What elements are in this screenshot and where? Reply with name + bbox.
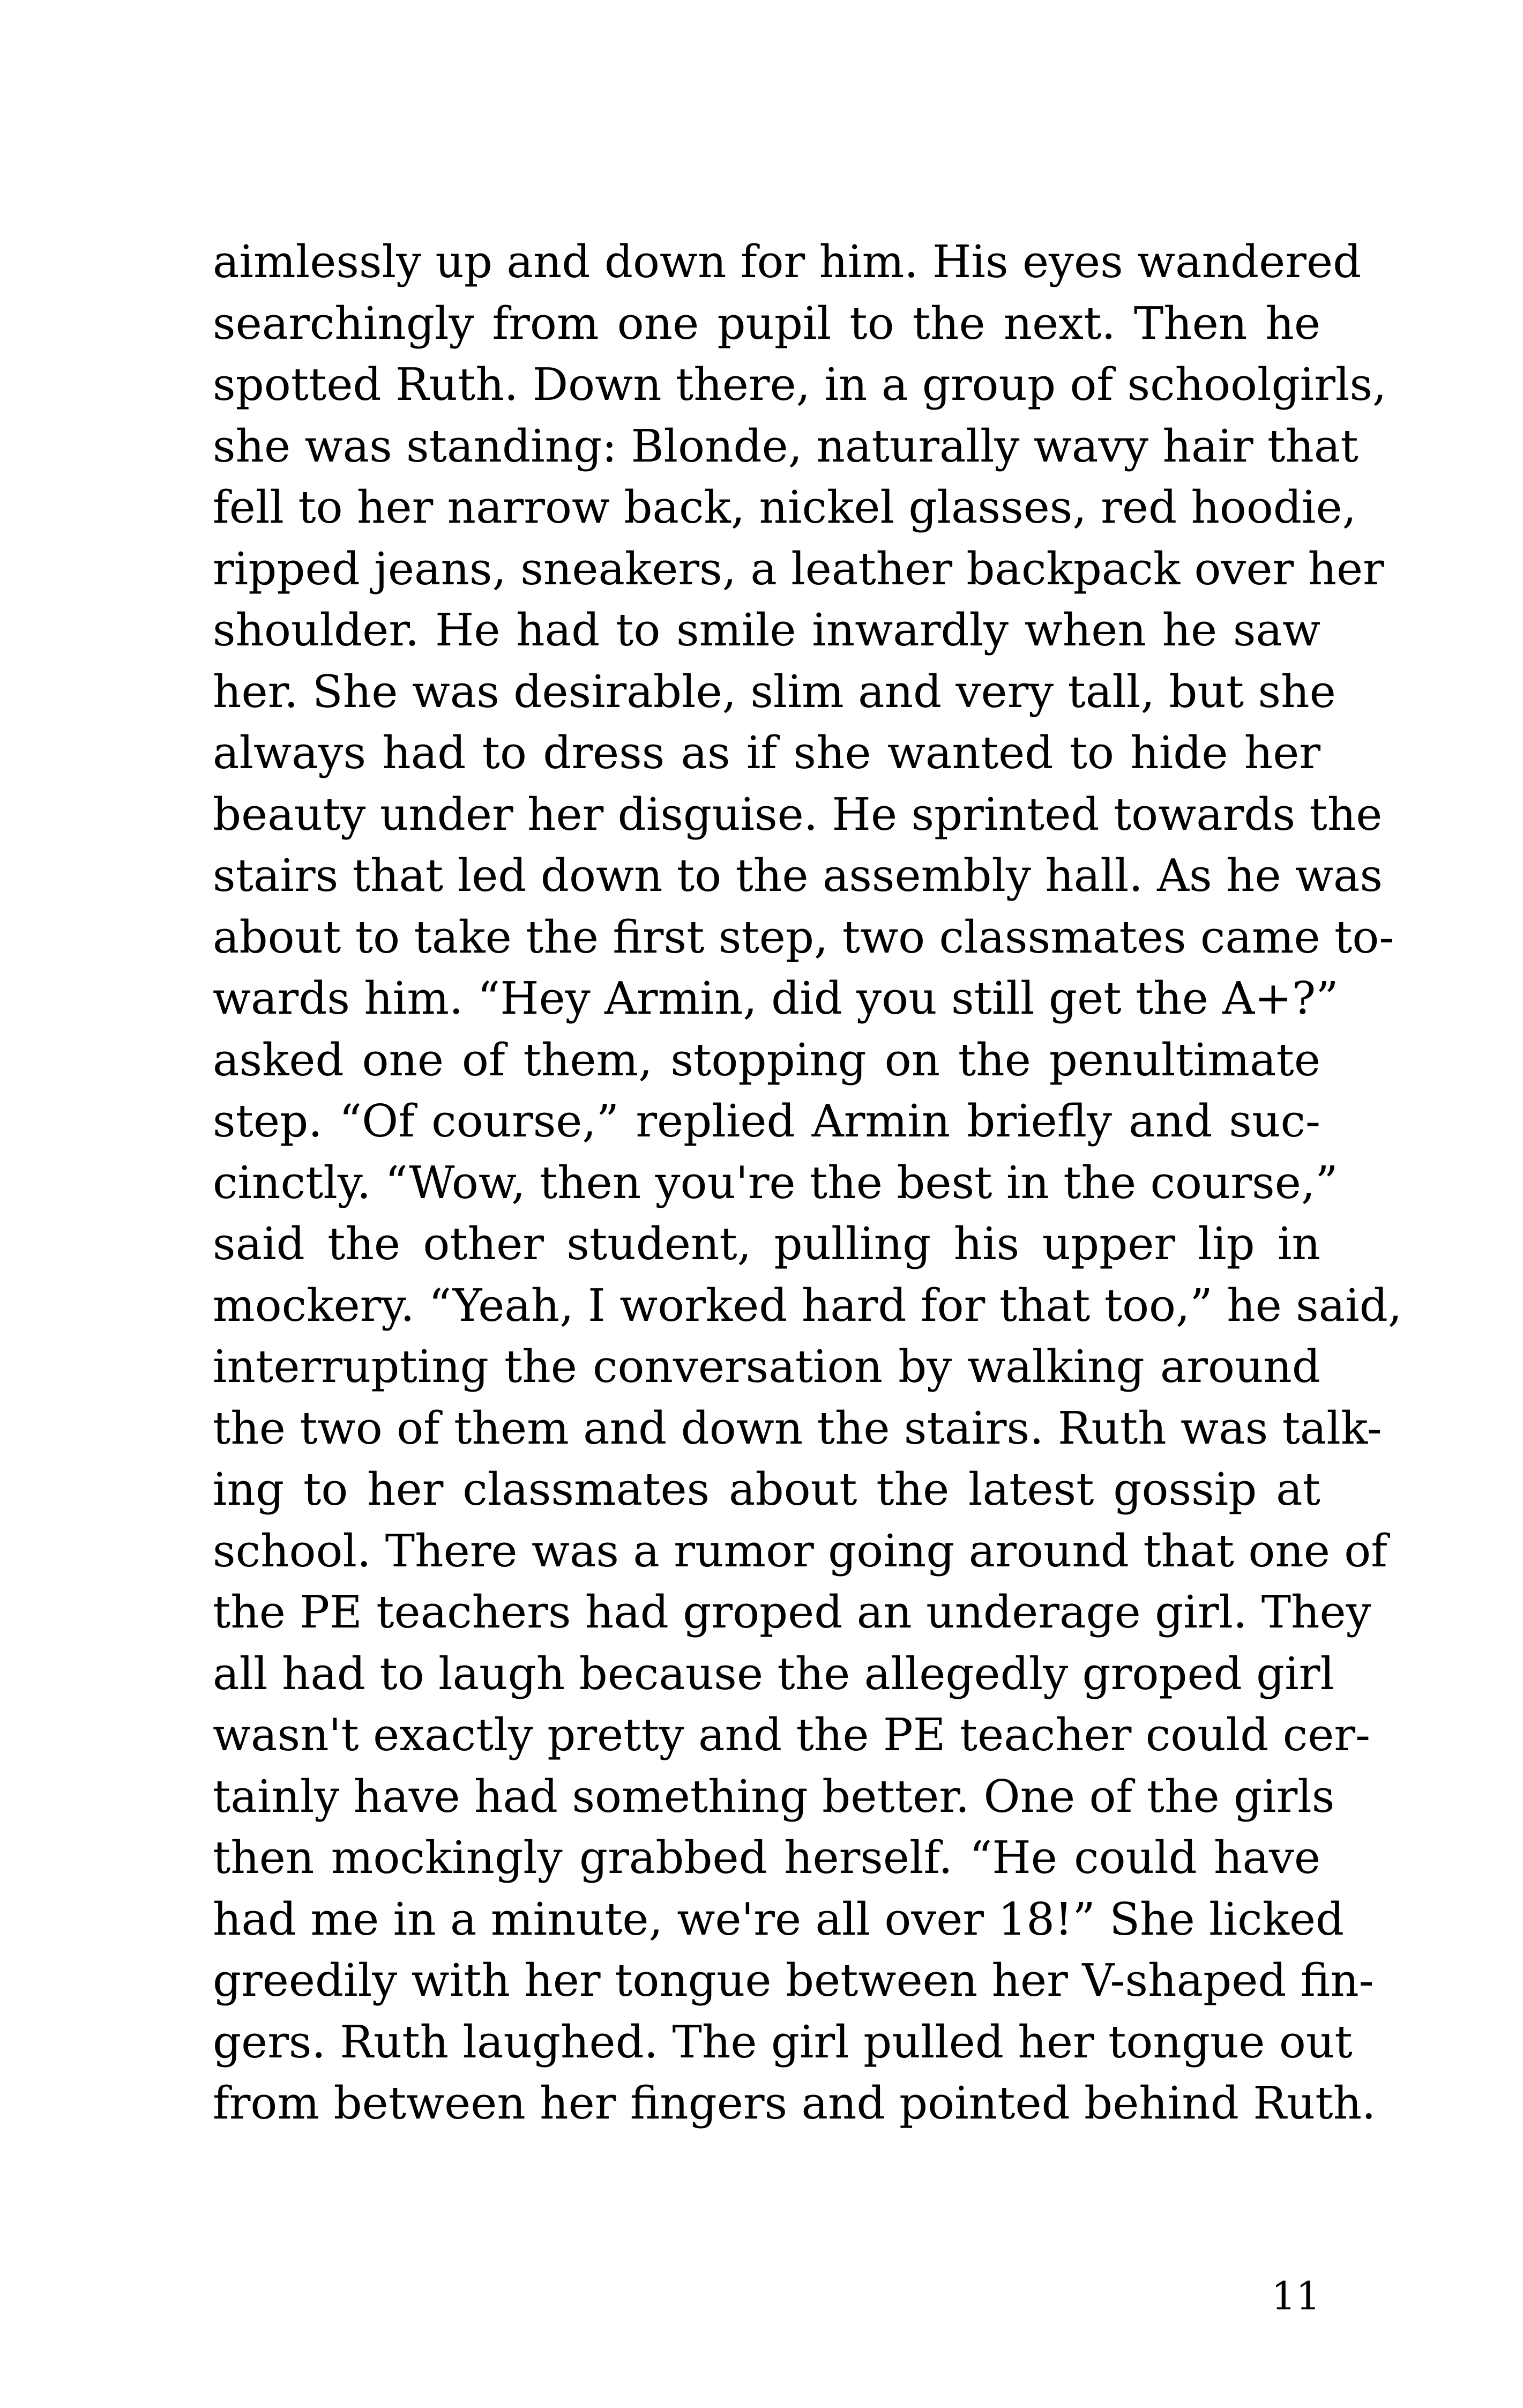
text-line: step. “Of course,” replied Armin briefly and suc- bbox=[213, 1095, 1320, 1147]
text-line: tainly have had something better. One of the girls bbox=[213, 1770, 1335, 1823]
text-line: greedily with her tongue between her V-shaped fin- bbox=[213, 1954, 1374, 2006]
text-line: beauty under her disguise. He sprinted towards the bbox=[213, 788, 1383, 841]
text-line: about to take the first step, two classmates came to- bbox=[213, 911, 1394, 963]
text-line: her. She was desirable, slim and very tall, but she bbox=[213, 665, 1336, 718]
text-line: all had to laugh because the allegedly groped girl bbox=[213, 1647, 1334, 1700]
text-line: interrupting the conversation by walking around bbox=[213, 1341, 1320, 1393]
text-line: searchingly from one pupil to the next. Then he bbox=[213, 297, 1320, 350]
text-line: ripped jeans, sneakers, a leather backpack over her bbox=[213, 542, 1384, 595]
text-line: cinctly. “Wow, then you're the best in the course,” bbox=[213, 1156, 1338, 1209]
text-line: wards him. “Hey Armin, did you still get the A+?” bbox=[213, 972, 1339, 1024]
text-line: ing to her classmates about the latest gossip at bbox=[213, 1463, 1320, 1515]
text-line: wasn't exactly pretty and the PE teacher could cer- bbox=[213, 1709, 1371, 1761]
text-line: then mockingly grabbed herself. “He could have bbox=[213, 1832, 1320, 1884]
text-line: said the other student, pulling his upper lip in bbox=[213, 1218, 1320, 1270]
body-text bbox=[213, 232, 1402, 2135]
text-line: asked one of them, stopping on the penultimate bbox=[213, 1034, 1320, 1086]
text-line: aimlessly up and down for him. His eyes wandered bbox=[213, 236, 1362, 288]
text-line: gers. Ruth laughed. The girl pulled her tongue out bbox=[213, 2016, 1353, 2068]
text-line: she was standing: Blonde, naturally wavy hair that bbox=[213, 420, 1358, 472]
page-number: 11 bbox=[1271, 2273, 1320, 2318]
text-line: the two of them and down the stairs. Ruth was talk- bbox=[213, 1402, 1382, 1454]
text-line: the PE teachers had groped an underage girl. They bbox=[213, 1586, 1371, 1638]
text-line: mockery. “Yeah, I worked hard for that too,” he said, bbox=[213, 1279, 1402, 1332]
text-line: fell to her narrow back, nickel glasses, red hoodie, bbox=[213, 481, 1357, 533]
text-line: shoulder. He had to smile inwardly when he saw bbox=[213, 604, 1320, 656]
text-line: spotted Ruth. Down there, in a group of schoolgirls, bbox=[213, 359, 1387, 411]
text-line: always had to dress as if she wanted to hide her bbox=[213, 727, 1320, 779]
text-line: stairs that led down to the assembly hall. As he was bbox=[213, 850, 1383, 902]
text-line: school. There was a rumor going around that one of bbox=[213, 1525, 1387, 1577]
text-line: from between her fingers and pointed behind Ruth. bbox=[213, 2077, 1376, 2129]
text-line: had me in a minute, we're all over 18!” She licked bbox=[213, 1893, 1345, 1945]
